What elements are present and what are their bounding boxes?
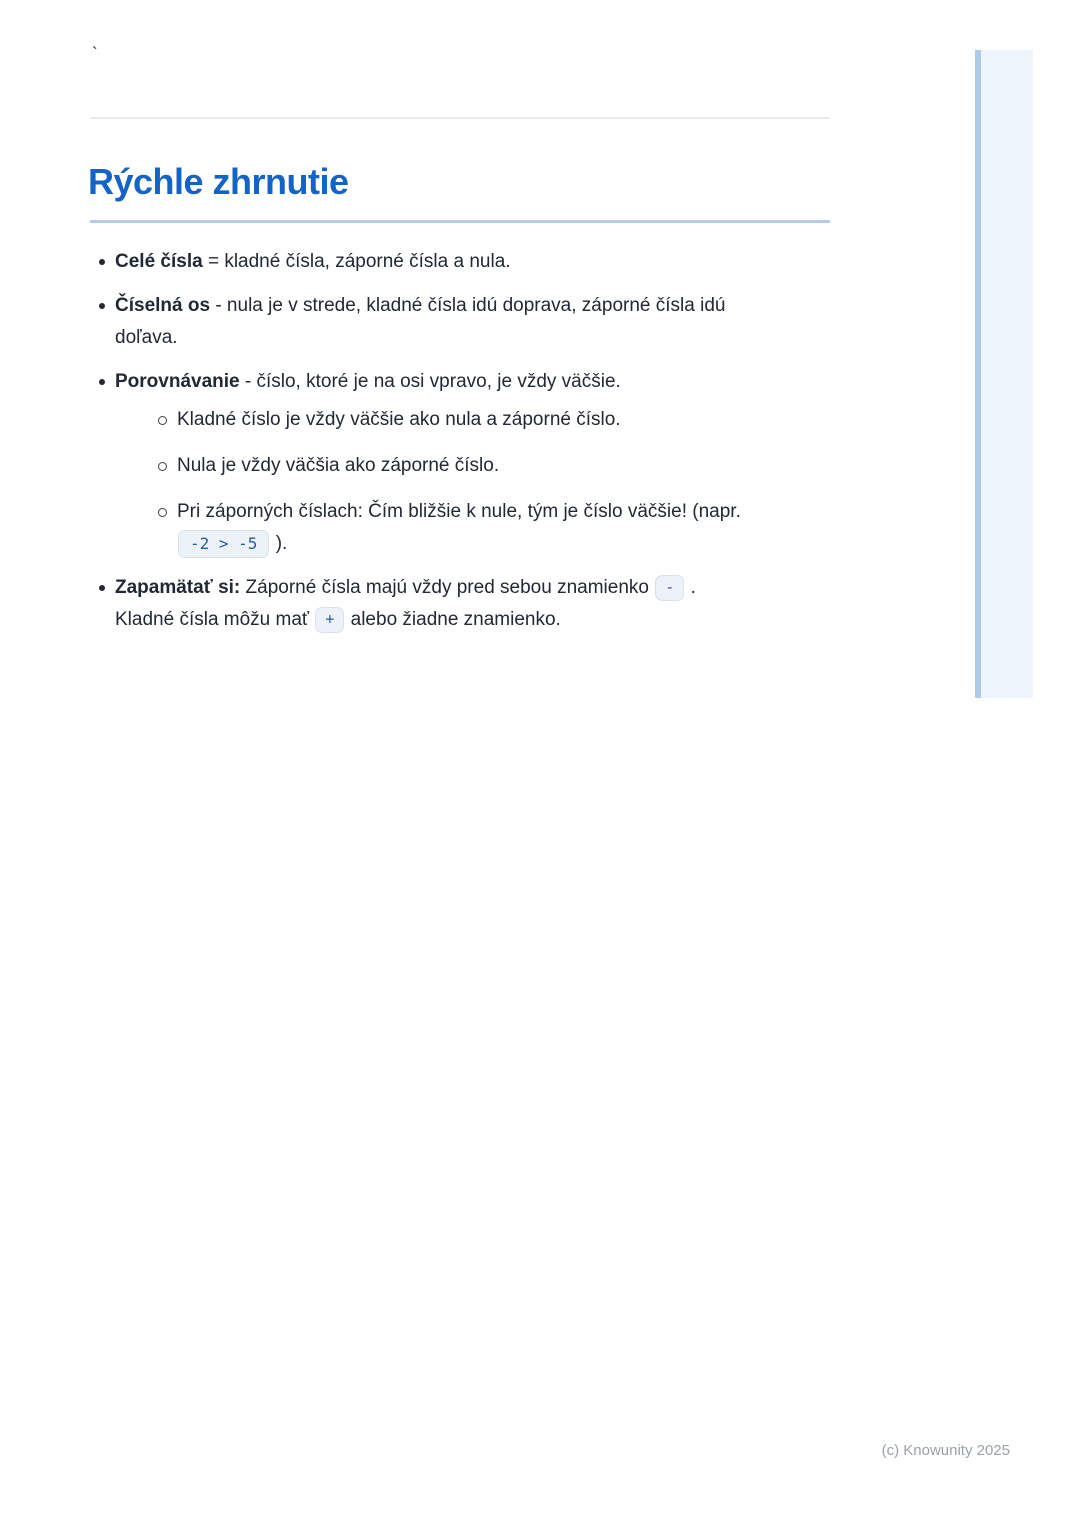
list-item-ciselna-os [90, 290, 832, 354]
list-item-text: Záporné čísla majú vždy pred sebou znamienko [240, 577, 649, 598]
list-item-text: - nula je v strede, kladné čísla idú doprava, záporné čísla idú [210, 295, 726, 316]
list-item-text-line2: doľava. [115, 327, 178, 348]
list-item-text-after-code: . [690, 577, 696, 598]
copyright-footer: (c) Knowunity 2025 [881, 1442, 1010, 1459]
title-underline [90, 220, 830, 223]
bullet-dot-icon [99, 303, 105, 309]
sub-list-item [150, 496, 832, 560]
inline-code-minus-sign: - [655, 575, 684, 601]
top-divider [90, 117, 830, 119]
bullet-dot-icon [99, 259, 105, 265]
list-item-text: - číslo, ktoré je na osi vpravo, je vždy väčšie. [239, 371, 621, 392]
sub-item-text-after-code: ). [275, 533, 288, 554]
inline-code-comparison: -2 > -5 [178, 530, 269, 559]
inline-code-plus-sign: + [315, 607, 344, 633]
sub-item-text: Kladné číslo je vždy väčšie ako nula a záporné číslo. [177, 409, 621, 430]
bullet-circle-icon [158, 416, 167, 425]
list-item-cele-cisla [90, 246, 832, 278]
next-page-preview[interactable] [975, 50, 1033, 698]
sub-item-text: Nula je vždy väčšia ako záporné číslo. [177, 455, 500, 476]
bullet-dot-icon [99, 379, 105, 385]
sub-list-item [150, 450, 832, 482]
list-item-text-line2-after-code: alebo žiadne znamienko. [350, 609, 561, 630]
bullet-dot-icon [99, 585, 105, 591]
sub-item-text: Pri záporných číslach: Čím bližšie k nule, tým je číslo väčšie! (napr. [177, 501, 741, 522]
list-item-zapamatat-si [90, 572, 832, 636]
list-item-term: Zapamätať si: [115, 577, 241, 598]
list-item-term: Číselná os [115, 295, 211, 316]
summary-list [90, 246, 832, 648]
stray-backtick-char: ` [92, 44, 98, 63]
list-item-porovnavanie [90, 366, 832, 560]
list-item-term: Celé čísla [115, 251, 203, 272]
list-item-term: Porovnávanie [115, 371, 240, 392]
bullet-circle-icon [158, 462, 167, 471]
page-title: Rýchle zhrnutie [88, 161, 349, 202]
porovnavanie-sublist [150, 404, 832, 560]
bullet-circle-icon [158, 508, 167, 517]
list-item-text: = kladné čísla, záporné čísla a nula. [202, 251, 511, 272]
list-item-text-line2: Kladné čísla môžu mať [115, 609, 310, 630]
sub-list-item [150, 404, 832, 436]
